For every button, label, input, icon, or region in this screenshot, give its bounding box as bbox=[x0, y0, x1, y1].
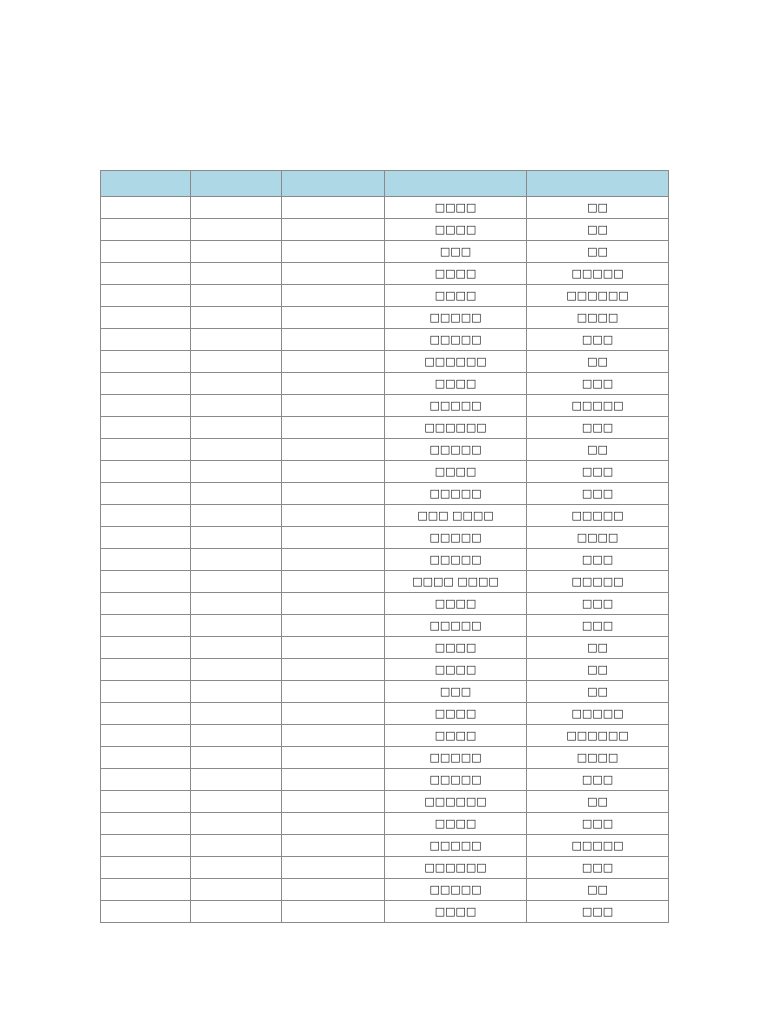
table-cell: □□□□□ bbox=[385, 747, 527, 769]
table-cell: □□□ bbox=[527, 615, 669, 637]
table-cell: □□□ bbox=[385, 681, 527, 703]
table-cell: □□□□ bbox=[385, 813, 527, 835]
table-cell bbox=[191, 461, 282, 483]
table-row bbox=[101, 549, 669, 571]
table-row bbox=[101, 857, 669, 879]
table-cell: □□□□□ bbox=[527, 835, 669, 857]
table-cell bbox=[191, 747, 282, 769]
table-cell: □□□□□ bbox=[385, 549, 527, 571]
table-cell: □□□□□ bbox=[385, 615, 527, 637]
table-cell: □□□□ □□□□ bbox=[385, 571, 527, 593]
table-cell: □□□ bbox=[527, 417, 669, 439]
table-cell bbox=[101, 901, 191, 923]
table-cell: □□□□□□ bbox=[385, 351, 527, 373]
table-cell bbox=[101, 241, 191, 263]
table-cell bbox=[101, 681, 191, 703]
table-cell: □□□□□ bbox=[527, 571, 669, 593]
table-cell bbox=[101, 769, 191, 791]
table-cell: □□□ bbox=[527, 901, 669, 923]
table-cell bbox=[282, 725, 385, 747]
table-cell bbox=[101, 285, 191, 307]
table-cell bbox=[101, 197, 191, 219]
table-cell bbox=[282, 263, 385, 285]
table-cell bbox=[101, 483, 191, 505]
table-cell: □□□□ bbox=[385, 263, 527, 285]
table-cell: □□□ bbox=[527, 813, 669, 835]
table-cell bbox=[101, 791, 191, 813]
table-cell bbox=[191, 373, 282, 395]
table-cell bbox=[191, 439, 282, 461]
table-cell bbox=[282, 395, 385, 417]
table-cell bbox=[282, 439, 385, 461]
table-cell: □□ bbox=[527, 879, 669, 901]
table-cell: □□□□ bbox=[527, 307, 669, 329]
table-cell bbox=[101, 505, 191, 527]
table-cell: □□□□□ bbox=[385, 835, 527, 857]
table-cell: □□□ □□□□ bbox=[385, 505, 527, 527]
table-cell bbox=[101, 527, 191, 549]
table-cell bbox=[191, 857, 282, 879]
table-header-cell bbox=[385, 171, 527, 197]
table-cell: □□□□□□ bbox=[385, 791, 527, 813]
table-cell bbox=[282, 527, 385, 549]
table-row bbox=[101, 307, 669, 329]
table-cell: □□□□ bbox=[385, 373, 527, 395]
table-cell bbox=[191, 593, 282, 615]
table-cell bbox=[101, 307, 191, 329]
table-cell: □□□ bbox=[527, 593, 669, 615]
table-row bbox=[101, 769, 669, 791]
table-cell bbox=[282, 791, 385, 813]
table-cell: □□□□□ bbox=[385, 307, 527, 329]
table-cell bbox=[101, 659, 191, 681]
table-row bbox=[101, 747, 669, 769]
table-cell bbox=[101, 615, 191, 637]
table-cell: □□□□□ bbox=[385, 395, 527, 417]
table-row bbox=[101, 791, 669, 813]
table-cell bbox=[191, 241, 282, 263]
table-cell bbox=[282, 329, 385, 351]
table-cell: □□□□□□ bbox=[385, 857, 527, 879]
table-cell: □□□□□ bbox=[527, 505, 669, 527]
table-row bbox=[101, 241, 669, 263]
table-cell bbox=[191, 725, 282, 747]
table-cell: □□□□ bbox=[385, 285, 527, 307]
table-cell bbox=[101, 329, 191, 351]
table-cell bbox=[282, 615, 385, 637]
table-row bbox=[101, 725, 669, 747]
table-cell bbox=[101, 351, 191, 373]
table-cell: □□□□ bbox=[385, 197, 527, 219]
table-cell bbox=[101, 219, 191, 241]
table-cell bbox=[191, 263, 282, 285]
table-row bbox=[101, 263, 669, 285]
table-cell bbox=[282, 681, 385, 703]
table-cell bbox=[191, 351, 282, 373]
table-cell: □□□□□□ bbox=[527, 725, 669, 747]
table-cell: □□□□□ bbox=[385, 769, 527, 791]
table-cell bbox=[191, 417, 282, 439]
table-cell bbox=[282, 351, 385, 373]
table-cell: □□□□ bbox=[527, 747, 669, 769]
table-cell: □□□□□ bbox=[385, 439, 527, 461]
table-cell bbox=[282, 769, 385, 791]
table-row bbox=[101, 659, 669, 681]
table-row bbox=[101, 351, 669, 373]
table-cell bbox=[191, 791, 282, 813]
table-cell: □□□□ bbox=[385, 637, 527, 659]
table-cell: □□ bbox=[527, 681, 669, 703]
table-cell bbox=[282, 483, 385, 505]
table-cell bbox=[282, 241, 385, 263]
table-row bbox=[101, 417, 669, 439]
table-cell: □□□□□ bbox=[385, 527, 527, 549]
table-cell bbox=[191, 901, 282, 923]
table-row bbox=[101, 681, 669, 703]
table-cell bbox=[282, 703, 385, 725]
table-cell: □□□ bbox=[527, 857, 669, 879]
table-cell: □□ bbox=[527, 791, 669, 813]
table-row bbox=[101, 901, 669, 923]
table-cell bbox=[191, 813, 282, 835]
table-cell bbox=[101, 263, 191, 285]
table-cell bbox=[101, 879, 191, 901]
table-header-cell bbox=[282, 171, 385, 197]
table-cell bbox=[282, 505, 385, 527]
table-row bbox=[101, 461, 669, 483]
table-cell: □□□□□□ bbox=[385, 417, 527, 439]
table-cell bbox=[101, 703, 191, 725]
table-row bbox=[101, 197, 669, 219]
table-row bbox=[101, 329, 669, 351]
table-cell bbox=[191, 307, 282, 329]
table-cell bbox=[282, 571, 385, 593]
table-cell bbox=[191, 571, 282, 593]
table-cell bbox=[282, 879, 385, 901]
table-cell bbox=[191, 637, 282, 659]
table-cell bbox=[101, 373, 191, 395]
table-cell: □□ bbox=[527, 439, 669, 461]
table-cell bbox=[191, 549, 282, 571]
table-cell bbox=[191, 527, 282, 549]
table-cell bbox=[191, 483, 282, 505]
table-cell bbox=[191, 197, 282, 219]
table-row bbox=[101, 439, 669, 461]
table-cell: □□□ bbox=[527, 549, 669, 571]
table-cell bbox=[282, 659, 385, 681]
table-cell bbox=[282, 219, 385, 241]
table-cell: □□□□□ bbox=[385, 879, 527, 901]
table-cell: □□□□ bbox=[385, 659, 527, 681]
table-cell: □□ bbox=[527, 637, 669, 659]
table-cell bbox=[282, 417, 385, 439]
table-row bbox=[101, 615, 669, 637]
table-row bbox=[101, 593, 669, 615]
table-cell bbox=[101, 813, 191, 835]
table-cell: □□□ bbox=[385, 241, 527, 263]
table-cell: □□□□ bbox=[385, 725, 527, 747]
table-cell bbox=[282, 813, 385, 835]
data-table bbox=[100, 170, 669, 923]
table-row bbox=[101, 879, 669, 901]
table-header-cell bbox=[527, 171, 669, 197]
table-cell bbox=[282, 285, 385, 307]
table-cell bbox=[191, 769, 282, 791]
table-header-cell bbox=[191, 171, 282, 197]
table-cell bbox=[191, 615, 282, 637]
table-cell bbox=[101, 725, 191, 747]
table-cell bbox=[101, 835, 191, 857]
table-cell bbox=[191, 395, 282, 417]
table-cell: □□□□ bbox=[385, 461, 527, 483]
table-row bbox=[101, 527, 669, 549]
table-header-cell bbox=[101, 171, 191, 197]
table-cell bbox=[101, 439, 191, 461]
table-row bbox=[101, 505, 669, 527]
table-cell: □□□□□ bbox=[385, 329, 527, 351]
table-cell bbox=[101, 549, 191, 571]
table-cell: □□□□□ bbox=[385, 483, 527, 505]
table-cell: □□ bbox=[527, 351, 669, 373]
table-cell: □□ bbox=[527, 659, 669, 681]
table-cell bbox=[282, 637, 385, 659]
table-cell bbox=[282, 857, 385, 879]
table-cell: □□□□ bbox=[527, 527, 669, 549]
table-cell bbox=[191, 505, 282, 527]
table-row bbox=[101, 219, 669, 241]
table-cell bbox=[282, 747, 385, 769]
table-cell bbox=[191, 879, 282, 901]
table-cell: □□□□ bbox=[385, 703, 527, 725]
table-cell: □□□ bbox=[527, 769, 669, 791]
table-row bbox=[101, 813, 669, 835]
table-cell: □□□ bbox=[527, 461, 669, 483]
table-cell bbox=[282, 593, 385, 615]
table-cell: □□□ bbox=[527, 483, 669, 505]
table-cell bbox=[191, 285, 282, 307]
table-row bbox=[101, 285, 669, 307]
table-cell: □□□□ bbox=[385, 593, 527, 615]
table-cell bbox=[191, 659, 282, 681]
table-cell bbox=[282, 197, 385, 219]
table-row bbox=[101, 395, 669, 417]
table-cell: □□□□□ bbox=[527, 703, 669, 725]
table-cell bbox=[191, 703, 282, 725]
table-cell bbox=[101, 593, 191, 615]
table-cell: □□□□ bbox=[385, 901, 527, 923]
table-cell bbox=[282, 835, 385, 857]
table-cell bbox=[101, 637, 191, 659]
table-cell bbox=[101, 395, 191, 417]
table-cell bbox=[191, 329, 282, 351]
table-cell: □□□ bbox=[527, 373, 669, 395]
table-row bbox=[101, 835, 669, 857]
table-cell: □□□ bbox=[527, 329, 669, 351]
table-cell: □□□□□ bbox=[527, 395, 669, 417]
table-cell: □□ bbox=[527, 197, 669, 219]
table-cell bbox=[191, 835, 282, 857]
table-cell bbox=[101, 857, 191, 879]
table-cell bbox=[101, 461, 191, 483]
table-cell bbox=[101, 417, 191, 439]
table-cell bbox=[282, 549, 385, 571]
table-cell bbox=[191, 219, 282, 241]
table-cell bbox=[101, 747, 191, 769]
table-cell bbox=[282, 373, 385, 395]
table-row bbox=[101, 637, 669, 659]
table-row bbox=[101, 703, 669, 725]
table-cell bbox=[282, 901, 385, 923]
table-cell: □□□□□□ bbox=[527, 285, 669, 307]
table-cell: □□ bbox=[527, 219, 669, 241]
table-row bbox=[101, 571, 669, 593]
table-cell bbox=[101, 571, 191, 593]
table-cell: □□ bbox=[527, 241, 669, 263]
table-header-row bbox=[101, 171, 669, 197]
table-cell: □□□□ bbox=[385, 219, 527, 241]
table-cell bbox=[282, 307, 385, 329]
table-row bbox=[101, 373, 669, 395]
table-body bbox=[101, 197, 669, 923]
table-cell bbox=[282, 461, 385, 483]
table-cell: □□□□□ bbox=[527, 263, 669, 285]
table-row bbox=[101, 483, 669, 505]
table-cell bbox=[191, 681, 282, 703]
